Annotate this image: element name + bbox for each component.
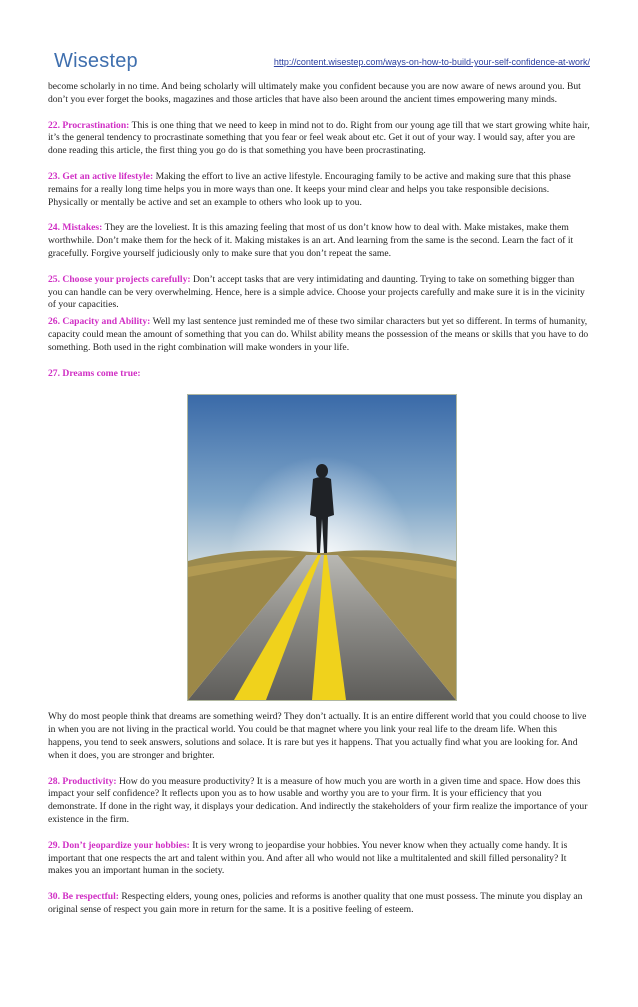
brand-logo-text: Wisestep [54,50,138,72]
section-heading: 29. Don’t jeopardize your hobbies: [48,839,190,851]
section-capacity-ability [48,316,591,354]
section-respectful [48,891,591,917]
section-heading: 23. Get an active lifestyle: [48,170,154,182]
section-heading: 27. Dreams come true: [48,367,141,379]
dreams-paragraph: Why do most people think that dreams are something weird? They don’t actually. It is an entire different world that you could choose to live in when you are not living in the practical world. You could be that magnet where you link your real life to the dream life. When this happens, you tend to seek answers, solutions and solace. It is rare but yes it happens. That you actually find what you are looking for. And when it does, you are stronger and brighter. [48,711,587,761]
section-procrastination [48,120,591,158]
section-text: Don’t accept tasks that are very intimidating and daunting. Trying to take on something bigger than you can handle can be very overwhelming. Hence, here is a simple advice. Choose your projects carefully and make sure it is in the vicinity of your capacities. [48,273,585,311]
section-heading: 22. Procrastination: [48,119,130,131]
page-header [0,0,638,80]
section-productivity [48,776,591,827]
section-dreams [48,368,591,381]
section-text: How do you measure productivity? It is a measure of how much you are worth in a given time and space. How does this impact your self confidence? It reflects upon you as to how usable and worthy you are to your firm. It is your efficiency that you demonstrate. If done in the right way, it displays your dedication. And indirectly the stakeholders of your firm realize the importance of your existence in the firm. [48,775,588,825]
intro-paragraph: become scholarly in no time. And being scholarly will ultimately make you confident because you are now aware of news around you. But don’t you ever forget the books, magazines and those articles that have also been around the ancient times empowering many minds. [48,81,581,105]
section-heading: 25. Choose your projects carefully: [48,273,191,285]
section-text: Making the effort to live an active lifestyle. Encouraging family to be active and making sure that this phase remains for a really long time helps you in more ways than one. It keeps your mind clear and helps you take responsible decisions. Physically or mentally be active and set an example to others who look up to you. [48,170,571,208]
section-active-lifestyle [48,171,591,209]
section-heading: 24. Mistakes: [48,222,103,234]
section-heading: 26. Capacity and Ability: [48,316,151,328]
section-text: Well my last sentence just reminded me of these two similar characters but yet so different. In terms of humanity, capacity could mean the amount of something that you can do. Whilst ability means the possession of the means or skills that you have to do something. Both used in the right combination will make wonders in your life. [48,316,589,353]
section-mistakes [48,222,591,260]
section-choose-projects [48,274,591,312]
source-url-link[interactable]: http://content.wisestep.com/ways-on-how-to-build-your-self-confidence-at-work/ [273,57,590,67]
section-hobbies [48,840,591,878]
section-heading: 30. Be respectful: [48,891,119,903]
section-text: Respecting elders, young ones, policies and reforms is another quality that one must possess. The minute you display an original sense of respect you gain more in return for the same. It is a positive feeling of esteem. [48,891,583,915]
section-text: It is very wrong to jeopardise your hobbies. You never know when they actually come handy. It is important that one respects the art and talent within you. And after all who would not like a multitalented and skill filled personality? It makes you an important human in the society. [48,839,568,877]
section-text: They are the loveliest. It is this amazing feeling that most of us don’t know how to deal with. Make mistakes, make them worthwhile. Don’t make them for the heck of it. Making mistakes is an art. And learning from the same is the second. Learn the fact of it gracefully. Forgive yourself judiciously only to make sure that you don’t repeat the same. [48,222,574,259]
article-body [48,81,591,917]
road-photo-image [187,394,457,701]
section-text: This is one thing that we need to keep in mind not to do. Right from our young age till that we start growing white hair, it’s the general tendency to procrastinate something that you fear or feel weak about etc. Get it out of your way. I would say, after you are done reading this article, the first thing you go do is that something you have been procrastinating. [48,119,590,157]
section-heading: 28. Productivity: [48,775,117,787]
